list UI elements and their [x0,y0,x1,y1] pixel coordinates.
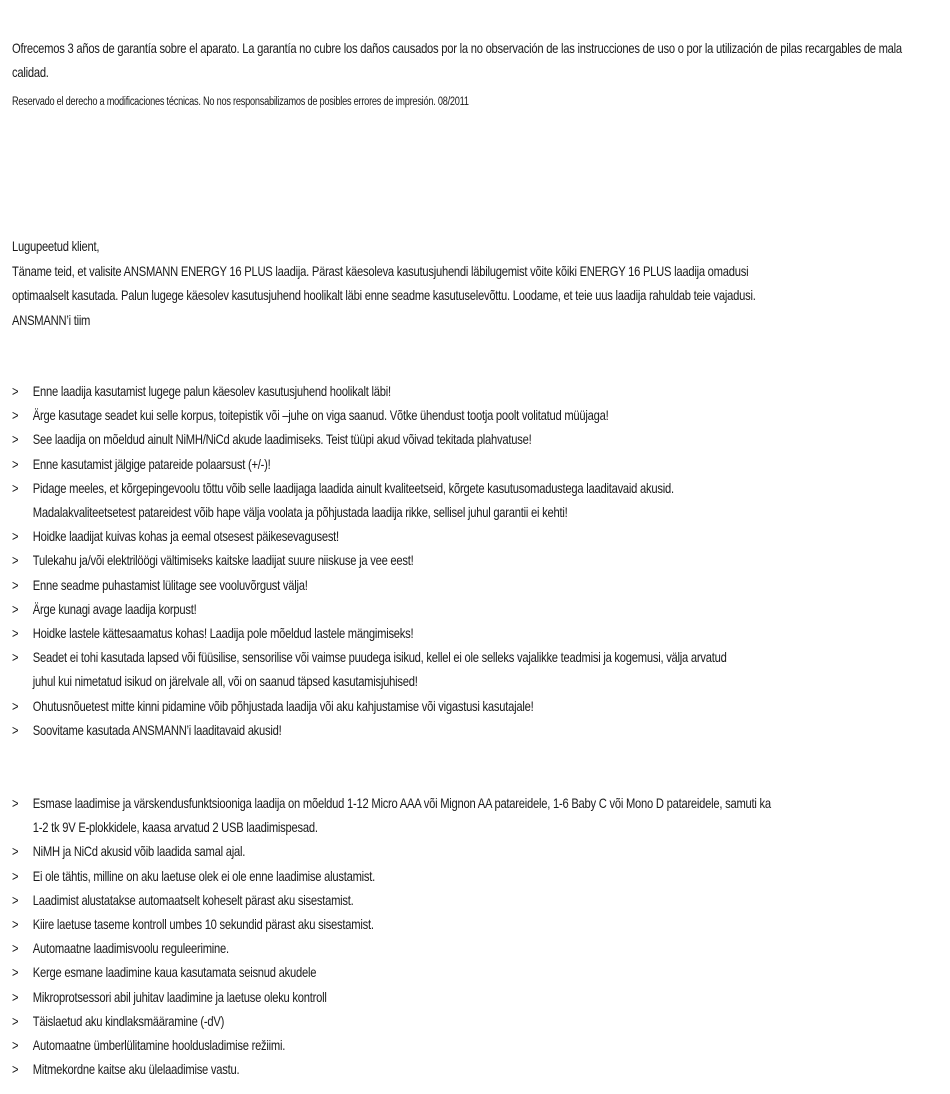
safety-item-text: Hoidke lastele kättesaamatus kohas! Laadija pole mõeldud lastele mängimiseks! [32,625,414,642]
bullet-marker: > [12,649,19,666]
feature-item [12,912,940,936]
safety-item [12,427,940,451]
safety-item-text: Pidage meeles, et kõrgepingevoolu tõttu võib selle laadijaga laadida ainult kvaliteetseid, kõrgete kasutusomadustega laaditavaid akusid. [32,479,674,496]
bullet-marker: > [12,697,19,714]
warranty-text: Ofrecemos 3 años de garantía sobre el aparato. La garantía no cubre los daños causados por la no observación de las instrucciones de uso o por la utilización de pilas recargables de mala calidad. [12,40,902,80]
bullet-marker: > [12,576,19,593]
safety-item-text: Ohutusnõuetest mitte kinni pidamine võib põhjustada laadija või aku kahjustamise või vigastusi kasutajale! [32,697,534,714]
intro-paragraph [12,234,940,332]
feature-item [12,960,940,984]
safety-item-text: See laadija on mõeldud ainult NiMH/NiCd akude laadimiseks. Teist tüüpi akud võivad tekitada plahvatuse! [32,431,532,448]
intro-greeting: Lugupeetud klient, [12,238,100,254]
bullet-marker: > [12,552,19,569]
bullet-marker: > [12,843,19,860]
safety-item-text: Soovitame kasutada ANSMANN’i laaditavaid akusid! [32,721,282,738]
feature-item-text: NiMH ja NiCd akusid võib laadida samal ajal. [32,843,246,860]
safety-item [12,403,940,427]
bullet-marker: > [12,1037,19,1054]
bullet-marker: > [12,916,19,933]
safety-item-text: Enne seadme puhastamist lülitage see vooluvõrgust välja! [32,576,308,593]
feature-item [12,864,940,888]
bullet-marker: > [12,795,19,811]
feature-item-text: Esmase laadimise ja värskendusfunktsiooniga laadija on mõeldud 1-12 Micro AAA või Mignon AA patareidele, 1-6 Baby C või Mono D patareidele, samuti ka [32,795,771,811]
bullet-marker: > [12,455,19,472]
bullet-marker: > [12,383,19,399]
intro-line-1: Täname teid, et valisite ANSMANN ENERGY 16 PLUS laadija. Pärast käesoleva kasutusjuhendi läbilugemist võite kõiki ENERGY 16 PLUS laadija omadusi [12,262,749,279]
features-list [12,791,940,1081]
feature-item-text: Ei ole tähtis, milline on aku laetuse olek ei ole enne laadimise alustamist. [32,867,376,884]
bullet-marker: > [12,940,19,957]
bullet-marker: > [12,528,19,545]
feature-item-text: Mikroprotsessori abil juhitav laadimine ja laetuse oleku kontroll [32,988,327,1005]
safety-item [12,621,940,645]
safety-item-text: Ärge kasutage seadet kui selle korpus, toitepistik või –juhe on viga saanud. Võtke ühendust tootja poolt volitatud müüjaga! [32,407,609,424]
feature-item [12,1057,940,1081]
feature-item [12,936,940,960]
feature-item [12,839,940,863]
feature-item [12,1009,940,1033]
intro-signature: ANSMANN’i tiim [12,311,91,328]
safety-list [12,379,940,742]
safety-item [12,645,940,693]
bullet-marker: > [12,407,19,424]
safety-item [12,524,940,548]
feature-item [12,985,940,1009]
feature-item-text: Automaatne ümberlülitamine hooldusladimise režiimi. [32,1037,286,1054]
bullet-marker: > [12,1012,19,1029]
bullet-marker: > [12,867,19,884]
safety-item [12,718,940,742]
reserved-notice: Reservado el derecho a modificaciones técnicas. No nos responsabilizamos de posibles errores de impresión. 08/2011 [12,96,469,108]
bullet-marker: > [12,431,19,448]
safety-item [12,694,940,718]
feature-item [12,888,940,912]
intro-line-2: optimaalselt kasutada. Palun lugege käesolev kasutusjuhend hoolikalt läbi enne seadme kasutuselevõttu. Loodame, et teie uus laadija rahuldab teie vajadusi. [12,287,756,303]
warranty-paragraph [12,36,937,84]
feature-item-continuation: 1-2 tk 9V E-plokkidele, kaasa arvatud 2 USB laadimispesad. [32,819,318,836]
safety-item-text: Ärge kunagi avage laadija korpust! [32,600,197,617]
safety-item [12,452,940,476]
safety-item-continuation: Madalakvaliteetsetest patareidest võib hape välja voolata ja põhjustada laadija rikke, sellisel juhul garantii ei kehti! [32,504,568,521]
safety-item-text: Tulekahu ja/või elektrilöögi vältimiseks kaitske laadijat suure niiskuse ja vee eest! [32,552,414,569]
bullet-marker: > [12,625,19,642]
bullet-marker: > [12,600,19,617]
feature-item [12,1033,940,1057]
bullet-marker: > [12,988,19,1005]
safety-item [12,476,940,524]
feature-item-text: Täislaetud aku kindlaksmääramine (-dV) [32,1012,225,1029]
feature-item-text: Mitmekordne kaitse aku ülelaadimise vastu. [32,1061,240,1078]
feature-item-text: Laadimist alustatakse automaatselt koheselt pärast aku sisestamist. [32,891,354,908]
feature-item-text: Kerge esmane laadimine kaua kasutamata seisnud akudele [32,964,317,981]
safety-item [12,573,940,597]
bullet-marker: > [12,1061,19,1078]
bullet-marker: > [12,891,19,908]
bullet-marker: > [12,964,19,981]
feature-item-text: Kiire laetuse taseme kontroll umbes 10 sekundid pärast aku sisestamist. [32,916,374,933]
safety-item-text: Enne laadija kasutamist lugege palun käesolev kasutusjuhend hoolikalt läbi! [32,383,391,399]
safety-item-text: Seadet ei tohi kasutada lapsed või füüsilise, sensorilise või vaimse puudega isikud, kellel ei ole selleks vajalikke teadmisi ja kogemusi, välja arvatud [32,649,727,666]
safety-item [12,379,940,403]
feature-item-text: Automaatne laadimisvoolu reguleerimine. [32,940,229,957]
bullet-marker: > [12,479,19,496]
safety-item-continuation: juhul kui nimetatud isikud on järelvale all, või on saanud täpsed kasutamisjuhised! [32,673,418,690]
feature-item [12,791,940,839]
safety-item [12,597,940,621]
safety-item-text: Enne kasutamist jälgige patareide polaarsust (+/-)! [32,455,271,472]
safety-item-text: Hoidke laadijat kuivas kohas ja eemal otsesest päikesevagusest! [32,528,339,545]
safety-item [12,548,940,572]
bullet-marker: > [12,721,19,738]
